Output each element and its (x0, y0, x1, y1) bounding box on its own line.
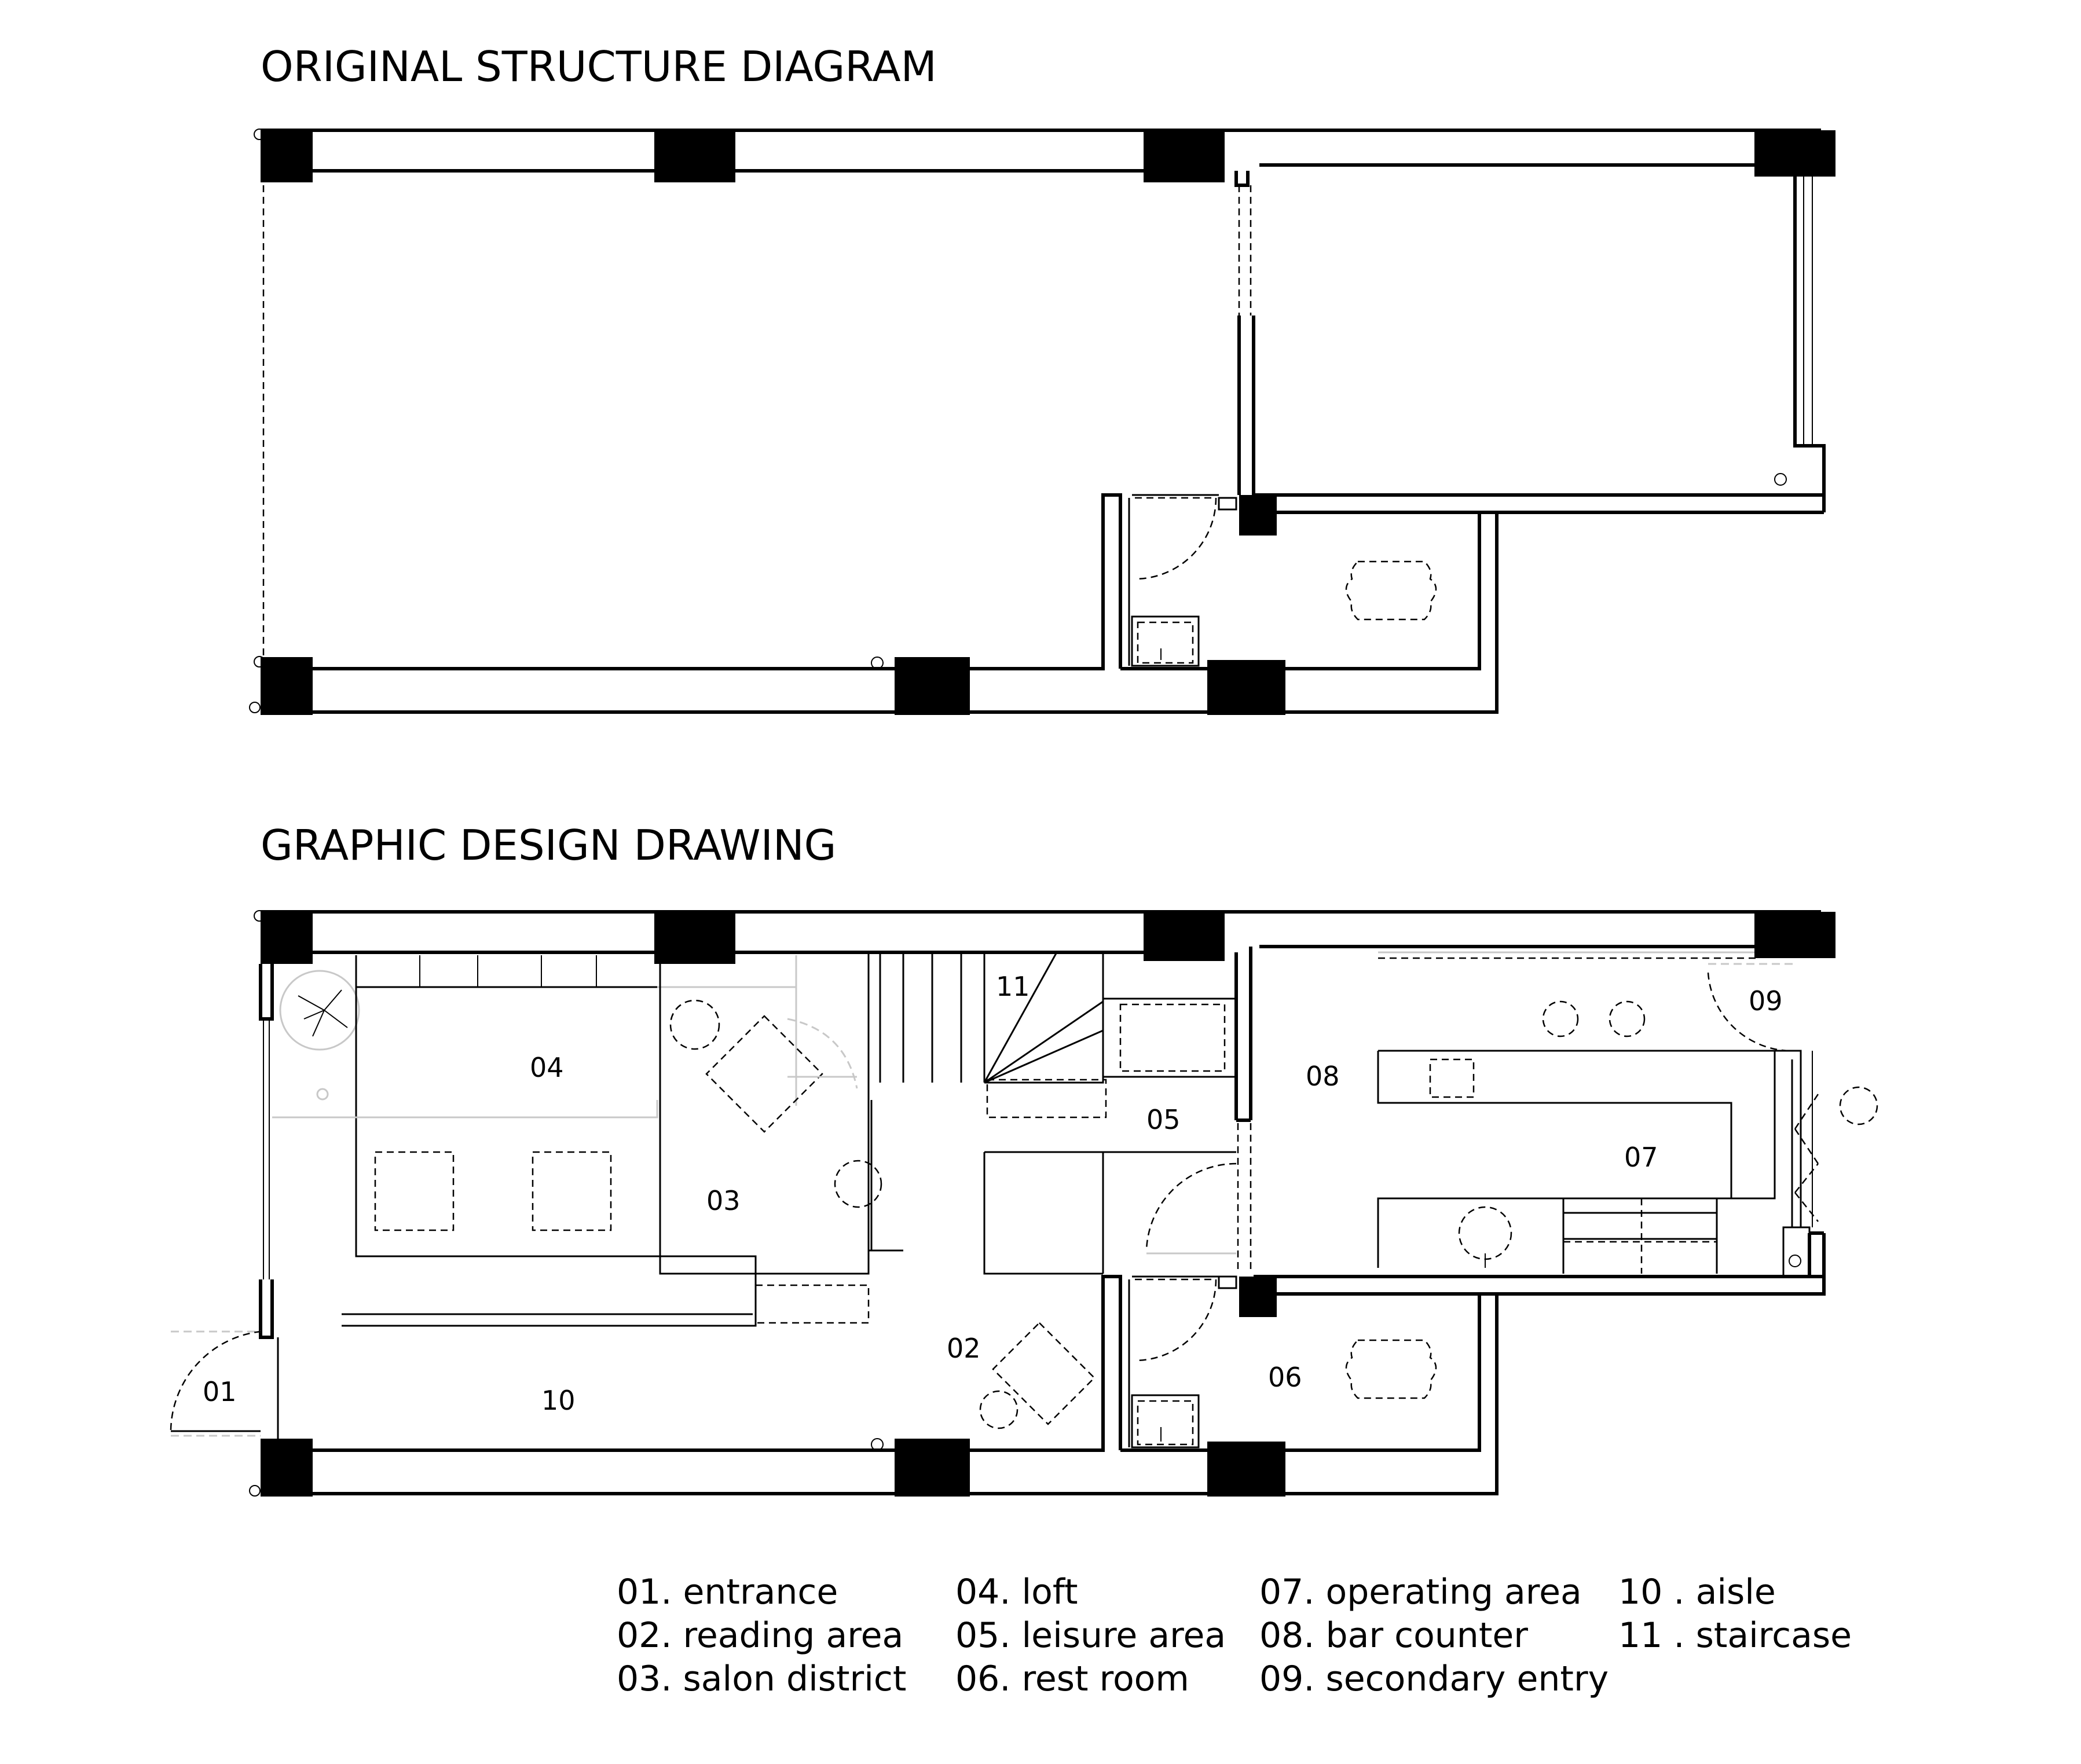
plan-graphic-design (171, 911, 1877, 1497)
room-label-02: 02 (947, 1333, 981, 1364)
room-label-03: 03 (706, 1185, 741, 1216)
room-label-07: 07 (1624, 1142, 1658, 1173)
room-label-06: 06 (1268, 1362, 1302, 1393)
title-graphic-design: GRAPHIC DESIGN DRAWING (261, 821, 837, 870)
plant-icon (280, 971, 359, 1050)
legend-item-loft: 04. loft (955, 1572, 1078, 1612)
legend-item-operating-area: 07. operating area (1259, 1572, 1582, 1612)
legend-item-staircase: 11 . staircase (1618, 1615, 1852, 1656)
plan-original-structure (250, 129, 1835, 715)
room-label-08: 08 (1306, 1061, 1340, 1092)
room-label-05: 05 (1146, 1104, 1181, 1135)
legend-item-leisure-area: 05. leisure area (955, 1615, 1226, 1656)
room-label-04: 04 (530, 1052, 564, 1083)
room-label-11: 11 (996, 971, 1030, 1002)
room-label-10: 10 (541, 1385, 576, 1416)
legend-item-rest-room: 06. rest room (955, 1659, 1189, 1699)
title-original-structure: ORIGINAL STRUCTURE DIAGRAM (261, 42, 937, 91)
legend-item-secondary-entry: 09. secondary entry (1259, 1659, 1609, 1699)
legend-item-bar-counter: 08. bar counter (1259, 1615, 1528, 1656)
room-label-09: 09 (1749, 985, 1783, 1017)
legend-item-entrance: 01. entrance (617, 1572, 838, 1612)
room-label-01: 01 (203, 1376, 237, 1407)
legend-item-salon-district: 03. salon district (617, 1659, 907, 1699)
legend-item-reading-area: 02. reading area (617, 1615, 904, 1656)
legend-item-aisle: 10 . aisle (1618, 1572, 1776, 1612)
legend (617, 1572, 1852, 1699)
